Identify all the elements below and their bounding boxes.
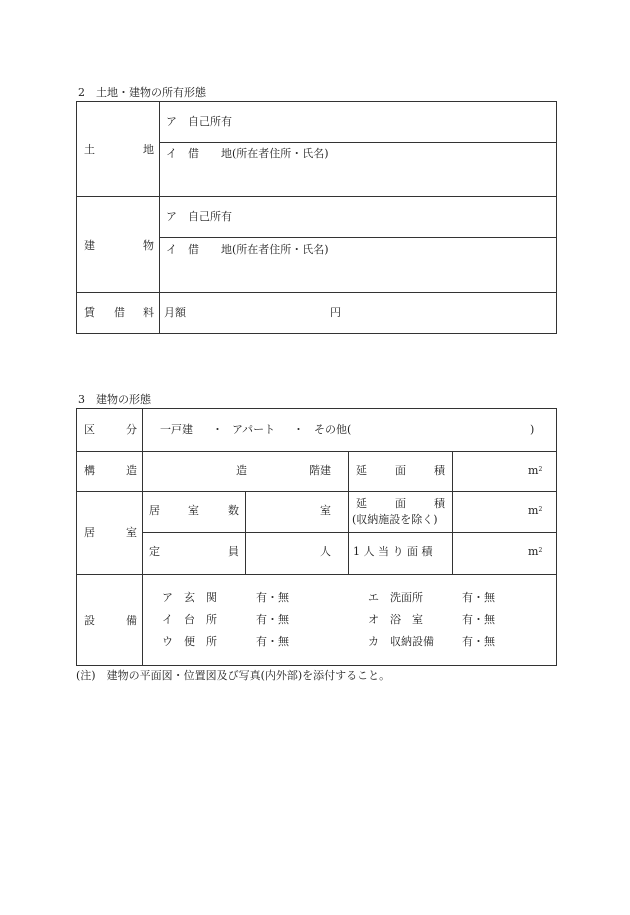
land-label-char-2: 地 — [143, 143, 154, 156]
section2-heading: 2 土地・建物の所有形態 — [78, 86, 206, 99]
equipment-item-kitchen: イ 台 所 — [162, 613, 217, 626]
kubun-label-char-1: 区 — [84, 423, 95, 436]
floor-area-unit: $m^2$ — [528, 464, 543, 477]
equipment-choice-toilet: 有・無 — [256, 635, 289, 648]
land-option-leased: イ 借 地(所在者住所・氏名) — [166, 147, 329, 160]
equipment-item-storage: カ 収納設備 — [368, 635, 434, 648]
rent-monthly-label: 月額 — [164, 306, 186, 319]
ownership-table — [76, 101, 557, 334]
rent-label-char-2: 借 — [114, 306, 125, 319]
floor-area-label-char-3: 積 — [434, 464, 445, 477]
building-label-char-1: 建 — [84, 239, 95, 252]
equipment-choice-washroom: 有・無 — [462, 591, 495, 604]
room-area-unit: $m^2$ — [528, 504, 543, 517]
equipment-choice-bathroom: 有・無 — [462, 613, 495, 626]
per-person-area-label: 1 人 当 り 面 積 — [353, 545, 433, 558]
building-option-self-owned: ア 自己所有 — [166, 210, 232, 223]
room-area-note: (収納施設を除く) — [352, 513, 438, 526]
form-label-divider — [142, 408, 143, 666]
room-label-char-2: 室 — [126, 526, 137, 539]
room-area-label-char-1: 延 — [356, 497, 367, 510]
kubun-choice-other: その他( — [314, 423, 352, 436]
room-count-label-char-2: 室 — [188, 504, 199, 517]
kouzou-structure-suffix: 造 — [236, 464, 247, 477]
equipment-choice-storage: 有・無 — [462, 635, 495, 648]
building-label-char-2: 物 — [143, 239, 154, 252]
ownership-label-divider — [159, 101, 160, 334]
building-option-leased: イ 借 地(所在者住所・氏名) — [166, 243, 329, 256]
room-area-label-char-2: 面 — [395, 497, 406, 510]
capacity-label-char-2: 員 — [228, 545, 239, 558]
capacity-label-char-1: 定 — [149, 545, 160, 558]
equipment-item-bathroom: オ 浴 室 — [368, 613, 423, 626]
room-count-unit: 室 — [320, 504, 331, 517]
capacity-unit: 人 — [320, 545, 331, 558]
equipment-item-washroom: エ 洗面所 — [368, 591, 423, 604]
kouzou-label-char-1: 構 — [84, 464, 95, 477]
section3-heading: 3 建物の形態 — [78, 393, 151, 406]
equipment-label-char-2: 備 — [126, 614, 137, 627]
rent-label-char-1: 賃 — [84, 306, 95, 319]
kouzou-stories-suffix: 階建 — [309, 464, 331, 477]
room-count-label-char-1: 居 — [149, 504, 160, 517]
equipment-item-toilet: ウ 便 所 — [162, 635, 217, 648]
attachment-note: (注) 建物の平面図・位置図及び写真(内外部)を添付すること。 — [76, 669, 391, 682]
kubun-separator-1: ・ — [212, 423, 223, 436]
equipment-choice-kitchen: 有・無 — [256, 613, 289, 626]
kubun-label-char-2: 分 — [126, 423, 137, 436]
kubun-close-paren: ) — [530, 423, 535, 436]
kubun-separator-2: ・ — [293, 423, 304, 436]
equipment-item-entrance: ア 玄 関 — [162, 591, 217, 604]
equipment-choice-entrance: 有・無 — [256, 591, 289, 604]
kubun-choice-detached: 一戸建 — [160, 423, 193, 436]
rent-yen-unit: 円 — [330, 306, 341, 319]
room-area-label-char-3: 積 — [434, 497, 445, 510]
room-count-label-char-3: 数 — [228, 504, 239, 517]
equipment-label-char-1: 設 — [84, 614, 95, 627]
kubun-choice-apartment: アパート — [232, 423, 276, 436]
room-label-char-1: 居 — [84, 526, 95, 539]
per-person-area-unit: $m^2$ — [528, 545, 543, 558]
floor-area-label-char-2: 面 — [395, 464, 406, 477]
land-label-char-1: 土 — [84, 143, 95, 156]
building-form-table — [76, 408, 557, 666]
kouzou-label-char-2: 造 — [126, 464, 137, 477]
rent-label-char-3: 料 — [143, 306, 154, 319]
land-option-self-owned: ア 自己所有 — [166, 115, 232, 128]
floor-area-label-char-1: 延 — [356, 464, 367, 477]
